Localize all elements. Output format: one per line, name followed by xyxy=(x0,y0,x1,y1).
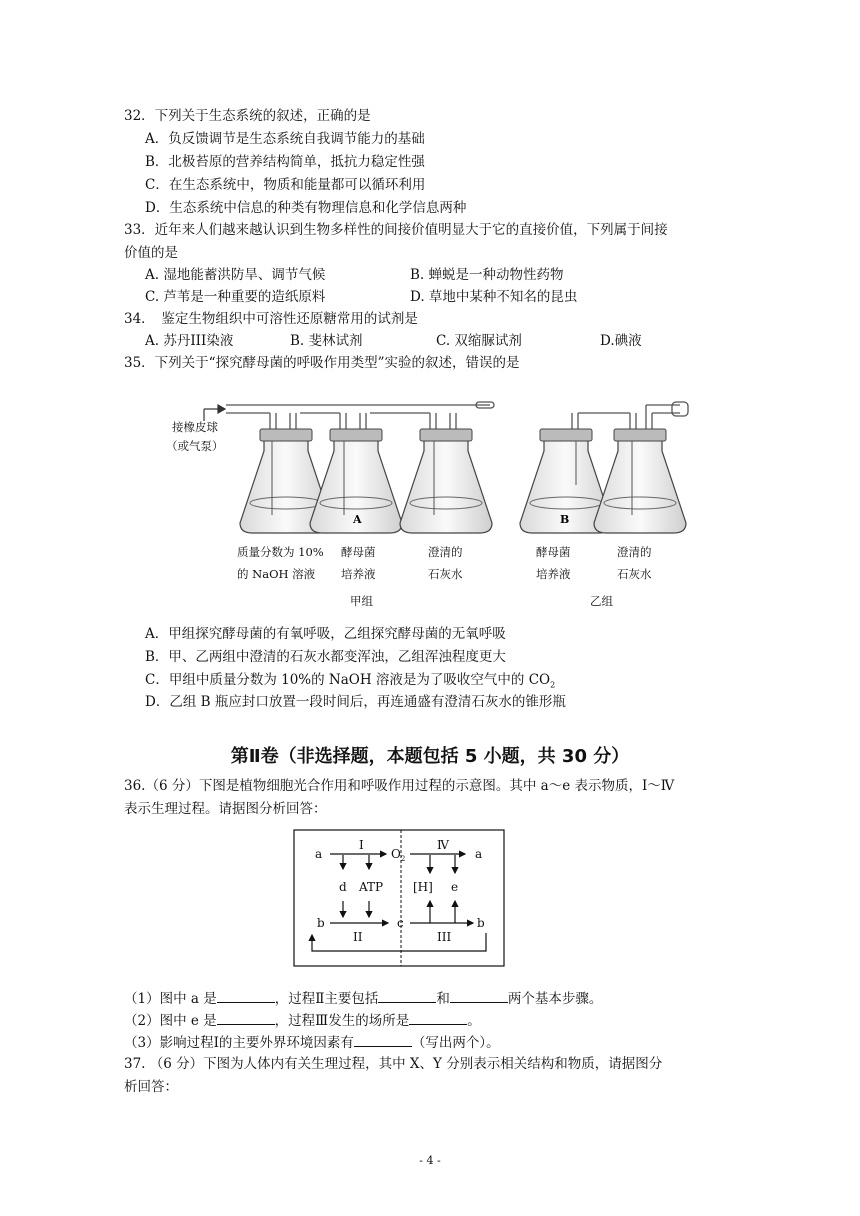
label-d: d xyxy=(339,880,347,894)
group-label-yi: 乙组 xyxy=(590,594,613,608)
q37-stem-line1: 37. （6 分）下图为人体内有关生理过程，其中 X、Y 分别表示相关结构和物质，请据图分 xyxy=(124,1056,663,1072)
q33-stem-line1: 33．近年来人们越来越认识到生物多样性的间接价值明显大于它的直接价值，下列属于间接 xyxy=(124,222,668,238)
q32-stem: 32．下列关于生态系统的叙述，正确的是 xyxy=(124,108,371,124)
yeast-respiration-apparatus-figure xyxy=(160,385,700,545)
caption-yeast-a-line1: 酵母菌 xyxy=(341,545,376,559)
q33-stem-line2: 价值的是 xyxy=(124,245,178,261)
flask-a-label: A xyxy=(353,513,362,526)
label-atp: ATP xyxy=(359,880,384,894)
caption-yeast-a-line2: 培养液 xyxy=(341,567,376,581)
q32-option-c: C．在生态系统中，物质和能量都可以循环利用 xyxy=(145,177,426,193)
caption-naoh-line2: 的 NaOH 溶液 xyxy=(237,567,316,581)
answer-blank[interactable] xyxy=(217,988,275,1003)
q35-option-a: A．甲组探究酵母菌的有氧呼吸，乙组探究酵母菌的无氧呼吸 xyxy=(145,626,506,642)
q34-option-c: C. 双缩脲试剂 xyxy=(436,333,522,349)
flask-a-yeast xyxy=(310,429,402,533)
q34-stem: 34． 鉴定生物组织中可溶性还原糖常用的试剂是 xyxy=(124,311,418,327)
label-process-ii: II xyxy=(353,930,363,944)
q35-stem: 35．下列关于“探究酵母菌的呼吸作用类型”实验的叙述，错误的是 xyxy=(124,355,520,371)
pump-label-line2: （或气泵） xyxy=(166,439,224,453)
q35-option-b: B．甲、乙两组中澄清的石灰水都变浑浊，乙组浑浊程度更大 xyxy=(145,649,506,665)
caption-limewater-1-line2: 石灰水 xyxy=(428,567,463,581)
caption-limewater-2-line1: 澄清的 xyxy=(617,545,652,559)
photosynthesis-respiration-diagram xyxy=(293,829,505,967)
q32-option-a: A．负反馈调节是生态系统自我调节能力的基础 xyxy=(145,131,425,147)
q35-option-c: C．甲组中质量分数为 10%的 NaOH 溶液是为了吸收空气中的 $CO_2$ xyxy=(145,672,556,690)
label-c: c xyxy=(397,916,404,930)
section-heading: 第Ⅱ卷（非选择题，本题包括 5 小题，共 30 分） xyxy=(230,746,630,767)
q36-part3: （3）影响过程Ⅰ的主要外界环境因素有 （写出两个）。 xyxy=(124,1032,500,1053)
answer-blank[interactable] xyxy=(450,988,508,1003)
flask-b-label: B xyxy=(560,513,570,526)
q34-option-a: A. 苏丹III染液 xyxy=(145,333,234,349)
label-b-right: b xyxy=(477,916,485,930)
caption-limewater-2-line2: 石灰水 xyxy=(617,567,652,581)
q35-option-d: D．乙组 B 瓶应封口放置一段时间后，再连通盛有澄清石灰水的锥形瓶 xyxy=(145,694,566,710)
q37-stem-line2: 析回答： xyxy=(124,1079,178,1095)
label-process-iii: III xyxy=(437,930,452,944)
q34-option-b: B. 斐林试剂 xyxy=(290,333,363,349)
answer-blank[interactable] xyxy=(409,1010,467,1025)
label-process-iv: Ⅳ xyxy=(437,838,449,852)
q32-option-b: B．北极苔原的营养结构简单，抵抗力稳定性强 xyxy=(145,154,425,170)
answer-blank[interactable] xyxy=(378,988,436,1003)
label-e: e xyxy=(451,880,459,894)
answer-blank[interactable] xyxy=(354,1032,412,1047)
q36-part2: （2）图中 e 是 ，过程Ⅲ发生的场所是 。 xyxy=(124,1010,481,1031)
flask-limewater-2 xyxy=(594,429,686,533)
q34-option-d: D.碘液 xyxy=(600,333,642,349)
q33-option-c: C. 芦苇是一种重要的造纸原料 xyxy=(145,289,326,305)
caption-naoh-line1: 质量分数为 10% xyxy=(237,545,324,559)
group-label-jia: 甲组 xyxy=(350,594,373,608)
pump-label-line1: 接橡皮球 xyxy=(172,420,218,434)
caption-yeast-b-line2: 培养液 xyxy=(536,567,571,581)
q36-stem-line2: 表示生理过程。请据图分析回答： xyxy=(124,801,327,817)
label-process-i: I xyxy=(359,838,364,852)
flask-limewater-1 xyxy=(400,429,492,533)
connecting-tubes-group2 xyxy=(572,402,688,433)
q33-option-d: D. 草地中某种不知名的昆虫 xyxy=(410,289,578,305)
page-number: - 4 - xyxy=(419,1154,441,1167)
label-o2: $O_2$ xyxy=(391,847,406,863)
label-b-left: b xyxy=(317,916,325,930)
label-a-right: a xyxy=(475,847,483,861)
q36-part1: （1）图中 a 是 ，过程Ⅱ主要包括 和 两个基本步骤。 xyxy=(124,988,602,1009)
q36-stem-line1: 36.（6 分）下图是植物细胞光合作用和呼吸作用过程的示意图。其中 a～e 表示物质，Ⅰ～Ⅳ xyxy=(124,778,675,794)
caption-yeast-b-line1: 酵母菌 xyxy=(536,545,571,559)
answer-blank[interactable] xyxy=(217,1010,275,1025)
label-a-left: a xyxy=(315,847,323,861)
q32-option-d: D．生态系统中信息的种类有物理信息和化学信息两种 xyxy=(145,200,467,216)
caption-limewater-1-line1: 澄清的 xyxy=(428,545,463,559)
q33-option-a: A. 湿地能蓄洪防旱、调节气候 xyxy=(145,267,326,283)
label-h: [H] xyxy=(413,880,433,894)
q33-option-b: B. 蝉蜕是一种动物性药物 xyxy=(410,267,564,283)
